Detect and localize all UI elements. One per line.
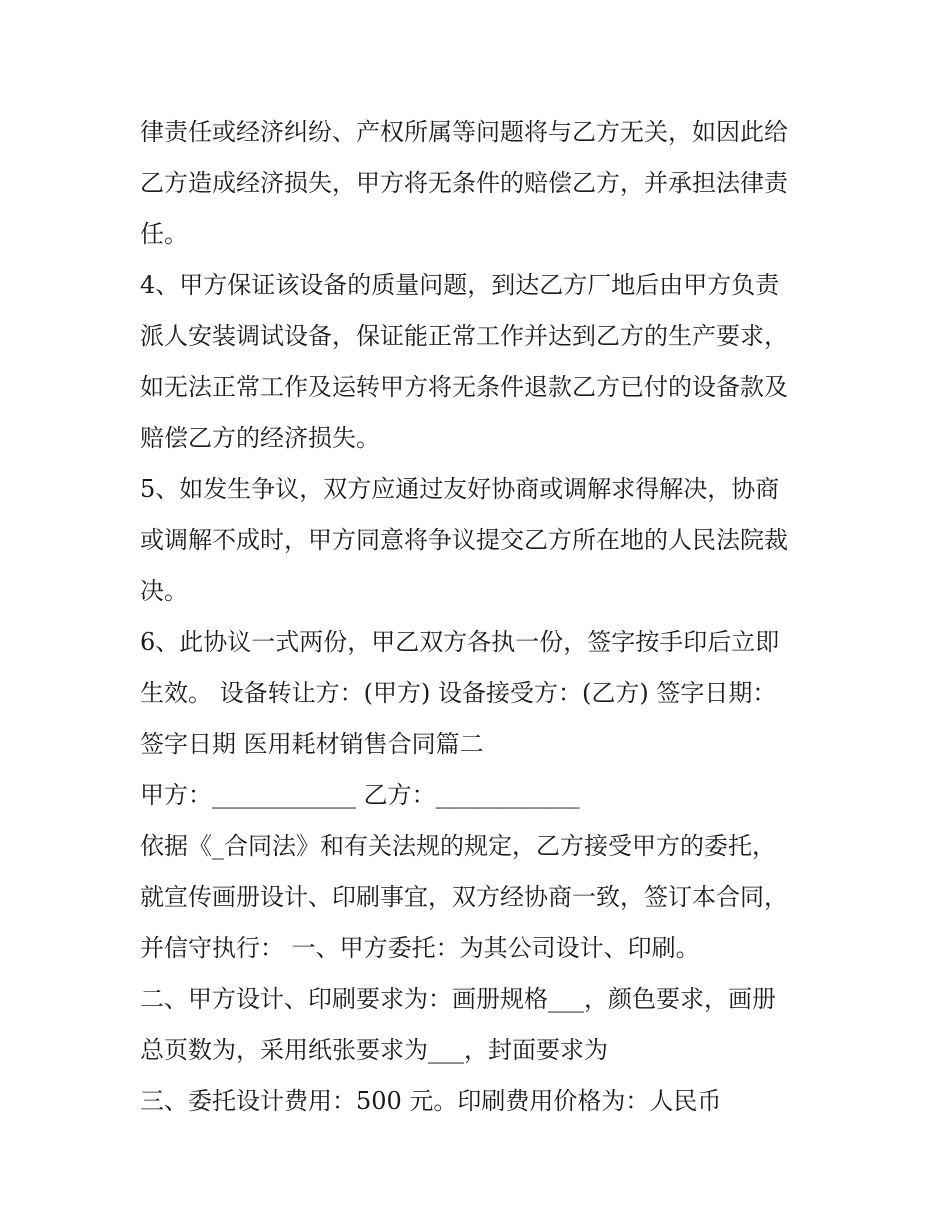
text-line: 如无法正常工作及运转甲方将无条件退款乙方已付的设备款及 [140,373,788,401]
clause-2-line: 二、甲方设计、印刷要求为：画册规格___，颜色要求，画册 [140,985,776,1013]
text-line: 依据《_合同法》和有关法规的规定，乙方接受甲方的委托， [140,832,776,860]
section-heading-line: 签字日期 医用耗材销售合同篇二 [140,730,484,758]
text-line: 就宣传画册设计、印刷事宜，双方经协商一致，签订本合同， [140,883,788,911]
text-line: 并信守执行： 一、甲方委托：为其公司设计、印刷。 [140,934,700,962]
document-body [140,107,830,1127]
clause-6-line: 6、此协议一式两份，甲乙双方各执一份，签字按手印后立即 [140,628,780,656]
text-line: 或调解不成时，甲方同意将争议提交乙方所在地的人民法院裁 [140,526,788,554]
text-line: 律责任或经济纠纷、产权所属等问题将与乙方无关，如因此给 [140,118,788,146]
signature-line: 生效。 设备转让方：(甲方) 设备接受方：(乙方) 签字日期： [140,679,777,707]
clause-3-line: 三、委托设计费用：500 元。印刷费用价格为：人民币 [140,1087,722,1115]
text-line: 任。 [140,220,188,248]
text-line: 乙方造成经济损失，甲方将无条件的赔偿乙方，并承担法律责 [140,169,788,197]
clause-4-line: 4、甲方保证该设备的质量问题，到达乙方厂地后由甲方负责 [140,271,780,299]
clause-5-line: 5、如发生争议，双方应通过友好协商或调解求得解决，协商 [140,475,780,503]
text-line: 决。 [140,577,188,605]
text-line: 派人安装调试设备，保证能正常工作并达到乙方的生产要求， [140,322,788,350]
parties-line: 甲方：____________ 乙方：____________ [140,781,580,809]
text-line: 总页数为，采用纸张要求为___，封面要求为 [140,1036,608,1064]
text-line: 赔偿乙方的经济损失。 [140,424,380,452]
